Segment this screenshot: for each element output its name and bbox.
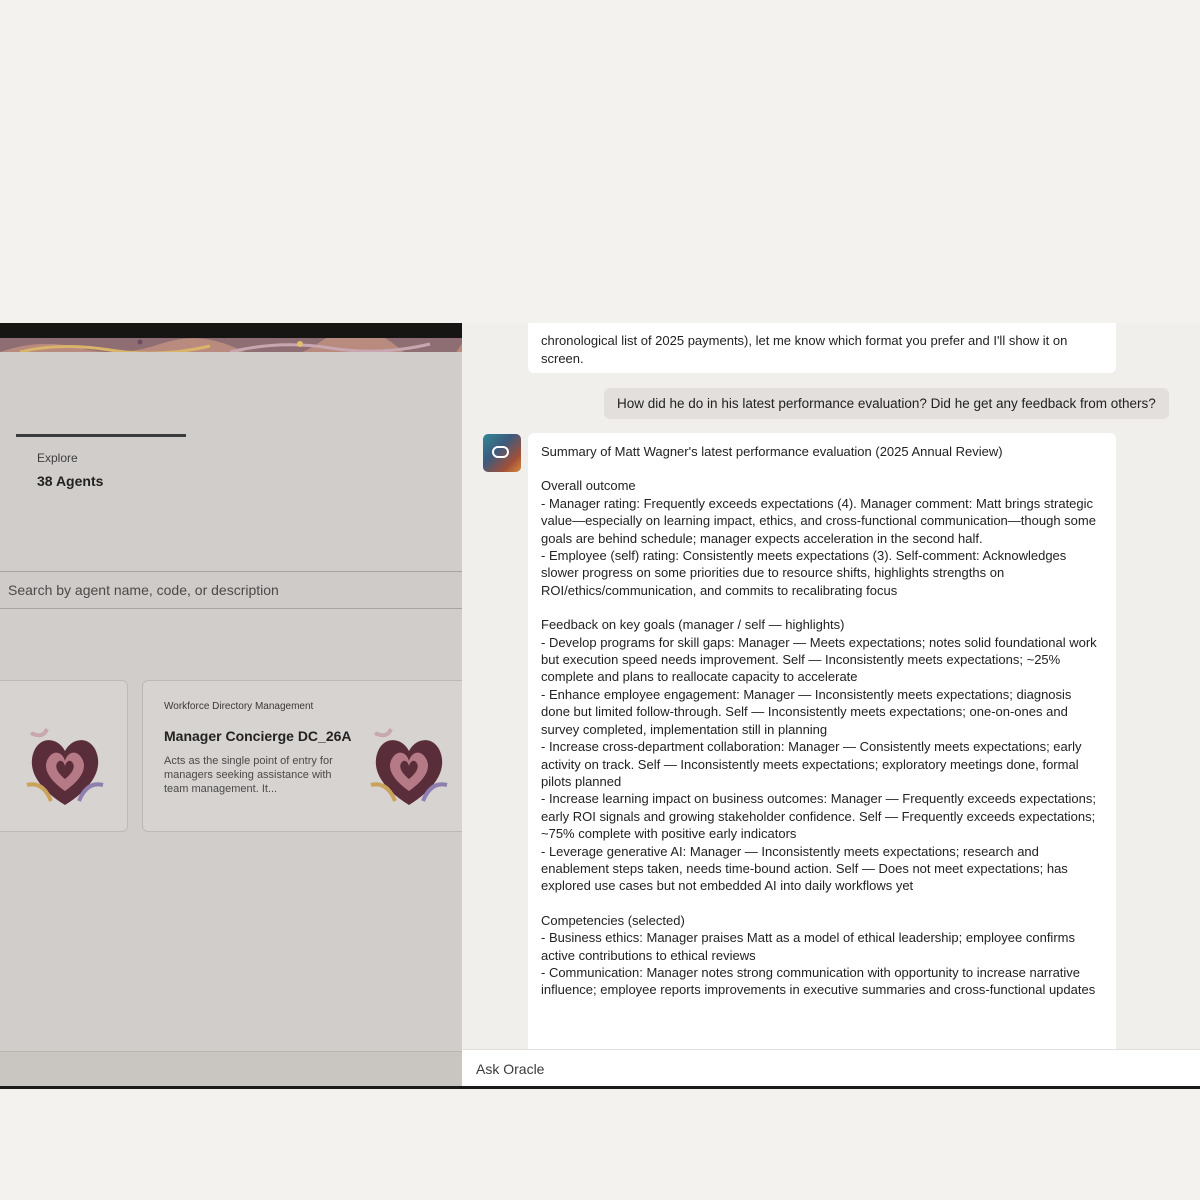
section-heading: Overall outcome (541, 478, 636, 494)
list-item: - Increase cross-department collaboration: Manager — Consistently meets expectations; early activity on track. Self — Inconsistently meets expectations; exploratory meetings done, formal pilots planned (541, 739, 1082, 789)
list-item: - Communication: Manager notes strong communication with opportunity to increase narrative influence; employee reports improvements in executive summaries and cross-functional updates (541, 964, 1096, 998)
agent-card[interactable] (142, 680, 462, 832)
tab-explore[interactable]: Explore (37, 451, 78, 465)
oracle-assistant-avatar-icon (483, 434, 521, 472)
ask-bar (462, 1049, 1200, 1086)
agent-search-input[interactable] (8, 580, 448, 600)
frame-bottom-edge (0, 1086, 1200, 1089)
oracle-logo-icon (492, 446, 509, 458)
list-item: - Employee (self) rating: Consistently meets expectations (3). Self-comment: Acknowledges slower progress on some priorities due to resource shifts, highlights strengths on ROI/ethics/communication, and commits to recalibrating focus (541, 548, 1067, 598)
list-item: - Manager rating: Frequently exceeds expectations (4). Manager comment: Matt brings strategic value—especially on learning impact, ethics, and cross-functional communication—though some goals are behind schedule; manager expects acceleration in the second half. (541, 495, 1096, 546)
user-message: How did he do in his latest performance evaluation? Did he get any feedback from others? (604, 388, 1169, 419)
assistant-message (528, 433, 1116, 1053)
footer-strip (0, 1051, 462, 1086)
agent-count: 38 Agents (37, 473, 104, 489)
agent-search-bar (0, 571, 462, 609)
list-item: - Increase learning impact on business outcomes: Manager — Frequently exceeds expectations; early ROI signals and growing stakeholder confidence. Self — Frequently exceeds expectations; ~75% complete with positive early indicators (541, 791, 1096, 842)
list-item: - Enhance employee engagement: Manager — Inconsistently meets expectations; diagnosis done but limited follow-through. Self — Inconsistently meets expectations; one-on-ones and survey completed, implementation still in planning (541, 686, 1072, 737)
assistant-message-previous: chronological list of 2025 payments), let me know which format you prefer and I'll show it on screen. (528, 323, 1116, 373)
chat-panel (462, 323, 1200, 1089)
agent-card-description: Acts as the single point of entry for managers seeking assistance with team management. It... (164, 755, 333, 795)
ask-oracle-input[interactable] (476, 1059, 1176, 1079)
app-frame (0, 323, 1200, 1089)
agent-explorer-panel (0, 323, 462, 1086)
summary-title: Summary of Matt Wagner's latest performance evaluation (2025 Annual Review) (541, 444, 1003, 459)
section-heading: Competencies (selected) (541, 912, 685, 928)
agent-card-category: Workforce Directory Management (164, 701, 314, 712)
agent-card-partial[interactable] (0, 680, 128, 832)
agent-logo-icon (367, 725, 451, 811)
list-item: - Develop programs for skill gaps: Manager — Meets expectations; notes solid foundational work but execution speed needs improvement. Self — Inconsistently meets expectations; ~25% complete and plans to reallocate capacity to accelerate (541, 634, 1097, 685)
tab-indicator (16, 434, 186, 437)
list-item: - Business ethics: Manager praises Matt as a model of ethical leadership; employee confirms active contributions to ethical reviews (541, 930, 1075, 963)
agent-logo-icon (23, 725, 107, 811)
agent-card-title: Manager Concierge DC_26A (164, 728, 352, 744)
section-heading: Feedback on key goals (manager / self — highlights) (541, 617, 845, 633)
list-item: - Leverage generative AI: Manager — Inconsistently meets expectations; research and enablement steps taken, needs time-bound action. Self — Does not meet expectations; has explored use cases but not embedded AI into daily workflows yet (541, 843, 1068, 894)
decorative-banner (0, 338, 462, 352)
